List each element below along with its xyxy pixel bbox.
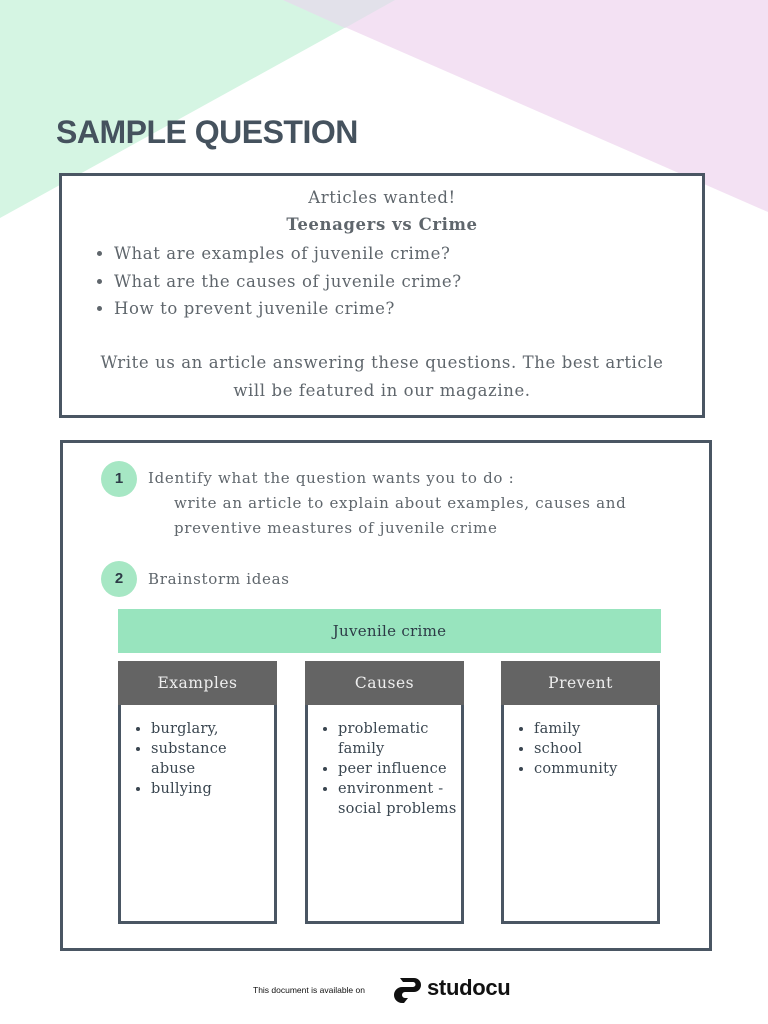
list-item: • problematic family [338,719,461,759]
list-item: • bullying [151,779,274,799]
column-heading: Examples [118,661,277,705]
prompt-paragraph [82,349,682,404]
list-item: • burglary, [151,719,274,739]
step-label: Brainstorm ideas [148,570,290,588]
step-label: Identify what the question wants you to do : [148,469,515,487]
mindmap-column-examples [118,661,277,924]
step-number-badge: 2 [101,561,137,597]
prompt-subheading: Teenagers vs Crime [286,215,478,234]
column-body [501,705,660,924]
prompt-paragraph-line: Write us an article answering these questions. The best article [100,353,664,372]
list-item: • peer influence [338,759,461,779]
step-detail: preventive meastures of juvenile crime [174,519,498,537]
list-item: • family [534,719,657,739]
column-heading: Causes [305,661,464,705]
studocu-logo-icon[interactable] [393,975,423,1005]
list-item: • What are the causes of juvenile crime? [114,268,462,296]
mindmap-column-prevent [501,661,660,924]
prompt-heading: Articles wanted! [308,188,456,207]
prompt-box [59,173,705,418]
studocu-brand[interactable]: studocu [427,975,511,1000]
prompt-bullet-list [92,240,462,323]
list-item: • How to prevent juvenile crime? [114,295,462,323]
list-item: • What are examples of juvenile crime? [114,240,462,268]
column-body [118,705,277,924]
column-body [305,705,464,924]
step-detail: write an article to explain about examples, causes and [174,494,627,512]
list-item: • substance abuse [151,739,274,779]
list-item: • environment - social problems [338,779,461,819]
prompt-paragraph-line: will be featured in our magazine. [233,380,531,400]
step-number-badge: 1 [101,461,137,497]
footer-text: This document is available on [253,985,365,995]
column-heading: Prevent [501,661,660,705]
list-item: • community [534,759,657,779]
page-title: SAMPLE QUESTION [56,114,358,150]
footer [0,975,768,1005]
mindmap-column-causes [305,661,464,924]
list-item: • school [534,739,657,759]
mindmap-topic: Juvenile crime [118,609,661,653]
